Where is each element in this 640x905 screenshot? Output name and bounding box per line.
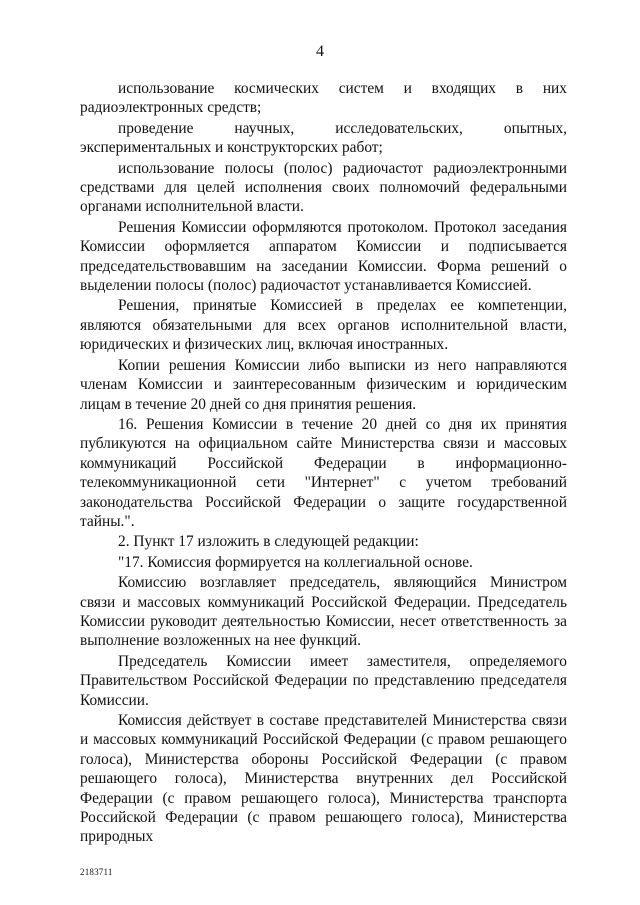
paragraph: Решения, принятые Комиссией в пределах ее компетенции, являются обязательными для всех органов исполнительной власти, юридических и физических лиц, включая иностранных. [80,297,567,354]
paragraph: 2. Пункт 17 изложить в следующей редакции: [118,533,419,551]
paragraph: использование космических систем и входящих в них радиоэлектронных средств; [80,80,567,117]
paragraph: 16. Решения Комиссии в течение 20 дней со дня их принятия публикуются на официальном сайте Министерства связи и массовых коммуникаций Российской Федерации в информационно-телекоммуникационной сети "Интернет" с учетом требований законодательства Российской Федерации о защите государственной тайны.". [80,415,567,530]
paragraph: Комиссия действует в составе представителей Министерства связи и массовых коммуникаций Российской Федерации (с правом решающего голоса), Министерства обороны Российской Федерации (с правом решающего голоса), Министерства внутренних дел Российской Федерации (с правом решающего голоса), Министерства транспорта Российской Федерации (с правом решающего голоса), Министерства природных [80,712,567,846]
document-body [80,79,567,847]
paragraph: использование полосы (полос) радиочастот радиоэлектронными средствами для целей исполнения своих полномочий федеральными органами исполнительной власти. [80,159,567,216]
document-code: 2183711 [80,867,113,877]
paragraph: проведение научных, исследовательских, опытных, экспериментальных и конструкторских работ; [80,119,567,157]
paragraph: Копии решения Комиссии либо выписки из него направляются членам Комиссии и заинтересованным физическим и юридическим лицам в течение 20 дней со дня принятия решения. [80,356,567,413]
paragraph: Комиссию возглавляет председатель, являющийся Министром связи и массовых коммуникаций Российской Федерации. Председатель Комиссии руководит деятельностью Комиссии, несет ответственность за выполнение возложенных на нее функций. [80,574,567,650]
paragraph: "17. Комиссия формируется на коллегиальной основе. [118,553,473,571]
paragraph: Председатель Комиссии имеет заместителя, определяемого Правительством Российской Федерации по представлению председателя Комиссии. [80,652,567,709]
paragraph: Решения Комиссии оформляются протоколом. Протокол заседания Комиссии оформляется аппаратом Комиссии и подписывается председательствовавшим на заседании Комиссии. Форма решений о выделении полосы (полос) радиочастот устанавливается Комиссией. [80,218,567,295]
page-number: 4 [316,43,324,60]
